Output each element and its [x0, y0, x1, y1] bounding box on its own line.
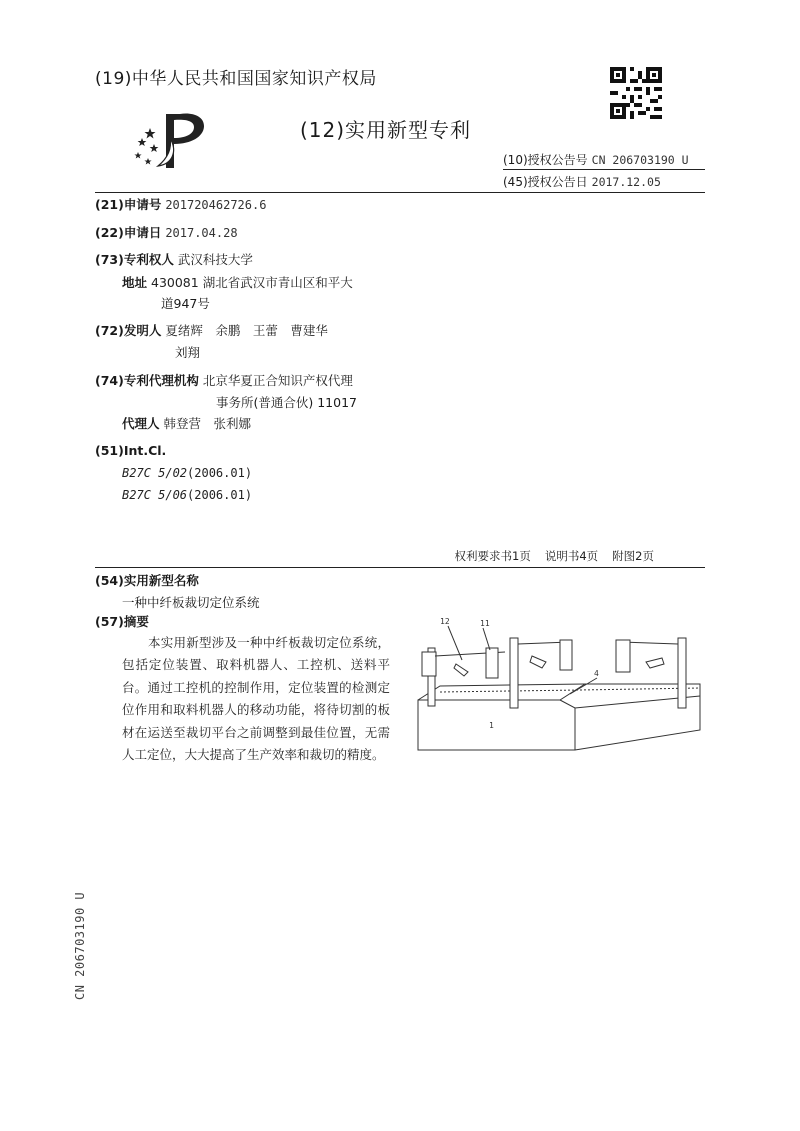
address	[122, 272, 353, 294]
description-pages: 说明书4页	[544, 549, 599, 563]
utility-model-title-label-text: (54)实用新型名称	[95, 573, 199, 588]
divider	[503, 169, 705, 170]
application-number-label: (21)申请号	[95, 197, 162, 212]
patentee	[95, 249, 253, 271]
page-counts	[441, 548, 654, 564]
abstract-figure	[410, 612, 710, 762]
logo-star	[150, 144, 159, 152]
int-cl	[95, 440, 166, 462]
ipc-code: B27C 5/06	[122, 488, 188, 502]
utility-model-title-label	[95, 570, 199, 592]
application-number	[95, 194, 266, 216]
logo-star	[138, 138, 147, 146]
int-cl-label: (51)Int.Cl.	[95, 443, 167, 458]
patent-agency	[95, 370, 353, 392]
figure-label: 11	[480, 619, 490, 628]
side-publication-number: CN 206703190 U	[73, 891, 87, 1000]
positioning-column	[678, 638, 686, 708]
figure-label: 12	[440, 617, 450, 626]
claims-pages: 权利要求书1页	[454, 549, 531, 563]
inventors-line-2: 刘翔	[175, 345, 201, 360]
logo-star	[134, 152, 141, 159]
address-line-1: 430081 湖北省武汉市青山区和平大	[151, 275, 353, 290]
sensor-head	[646, 658, 664, 668]
publication-number	[503, 151, 689, 168]
feed-platform	[418, 684, 700, 750]
ipc-version: (2006.01)	[187, 488, 253, 502]
patent-agency-line-2: 事务所(普通合伙) 11017	[216, 395, 357, 410]
patentee-value: 武汉科技大学	[177, 252, 253, 267]
inventors	[95, 320, 328, 342]
agent-value: 韩登营 张利娜	[163, 416, 252, 431]
document-type: (12)实用新型专利	[300, 118, 472, 142]
ipc-code: B27C 5/02	[122, 466, 188, 480]
ipc-entry	[122, 488, 252, 502]
inventors-label: (72)发明人	[95, 323, 162, 338]
application-date-label: (22)申请日	[95, 225, 162, 240]
cnipa-logo	[128, 108, 212, 172]
publication-number-label: (10)授权公告号	[503, 153, 588, 167]
section-divider	[95, 567, 705, 568]
patent-agency-line-1: 北京华夏正合知识产权代理	[202, 373, 353, 388]
drawings-pages: 附图2页	[612, 549, 654, 563]
issuing-office: (19)中华人民共和国国家知识产权局	[95, 69, 377, 89]
publication-date-label: (45)授权公告日	[503, 175, 588, 189]
application-date	[95, 222, 238, 244]
agent	[122, 413, 251, 435]
utility-model-title: 一种中纤板裁切定位系统	[122, 595, 260, 610]
address-label: 地址	[122, 275, 148, 290]
logo-star	[145, 128, 156, 139]
abstract-text: 本实用新型涉及一种中纤板裁切定位系统，包括定位装置、取料机器人、工控机、送料平台。通过工控机的控制作用，定位装置的检测定位作用和取料机器人的移动功能，将待切割的板材在运送至裁切平台之前调整到最佳位置，无需人工定位，大大提高了生产效率和裁切的精度。	[122, 635, 390, 763]
address-line-2: 道947号	[161, 296, 210, 311]
ipc-version: (2006.01)	[187, 466, 253, 480]
publication-date	[503, 173, 661, 190]
figure-label: 4	[594, 669, 599, 678]
ipc-entry	[122, 466, 252, 480]
logo-star	[144, 158, 151, 165]
patentee-label: (73)专利权人	[95, 252, 174, 267]
patent-agency-label: (74)专利代理机构	[95, 373, 199, 388]
sensor-head	[454, 664, 468, 676]
application-date-value: 2017.04.28	[165, 226, 238, 240]
application-number-value: 201720462726.6	[165, 198, 267, 212]
header-divider	[95, 192, 705, 193]
inventors-line-1: 夏绪辉 余鹏 王蕾 曹建华	[165, 323, 328, 338]
figure-label: 1	[489, 721, 494, 730]
abstract-label	[95, 611, 149, 633]
publication-date-value: 2017.12.05	[591, 175, 661, 189]
qr-code	[610, 67, 662, 119]
sensor-head	[530, 656, 546, 668]
positioning-column	[510, 638, 518, 708]
agent-label: 代理人	[122, 416, 160, 431]
abstract-label-text: (57)摘要	[95, 614, 149, 629]
publication-number-value: CN 206703190 U	[591, 153, 689, 167]
